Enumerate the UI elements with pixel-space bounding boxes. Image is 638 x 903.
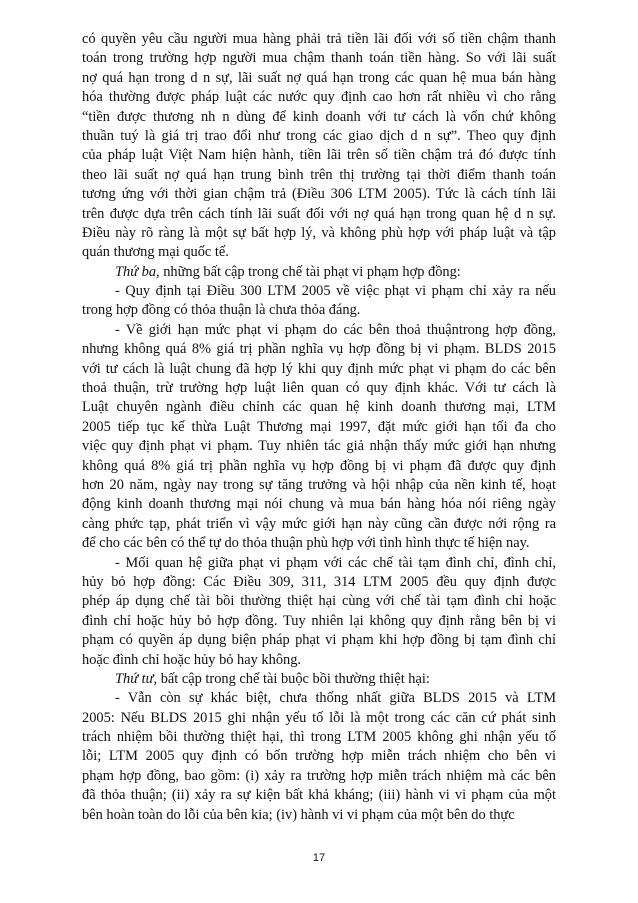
section-heading-fourth	[82, 670, 556, 689]
heading-text: bất cập trong chế tài buộc bồi thường thiệt hại:	[157, 670, 430, 687]
section-heading-third	[82, 263, 556, 282]
text-line: Điều này rõ ràng là một sự bất hợp lý, và không phù hợp với pháp luật và tập	[82, 224, 556, 241]
text-line: nợ quá hạn trong d n sự, lãi suất nợ quá hạn trong các quan hệ mua bán hàng	[82, 69, 556, 86]
text-line: hoặc đình chỉ hoặc hủy bỏ hay không.	[82, 651, 302, 668]
text-line: hóa thường được pháp luật các nước quy định cao hơn rất nhiều vì cho rằng	[82, 89, 556, 106]
text-line: của pháp luật Việt Nam hiện hành, tiền lãi trên số tiền chậm trả đó được tính	[82, 147, 556, 164]
text-line: với tư cách là luật chung đã hợp lý khi quy định mức phạt vi phạm do các bên	[82, 360, 556, 377]
text-line: thuần tuý là giá trị trao đổi như trong các giao dịch d n sự”. Theo quy định	[82, 127, 556, 144]
text-line: theo lãi suất nợ quá hạn trung bình trên thị trường tại thời điểm thanh toán	[82, 166, 556, 183]
body-text	[82, 30, 556, 825]
text-line: để cho các bên có thể tự do thỏa thuận phù hợp với tình hình thực tế hiện nay.	[82, 535, 530, 552]
text-line: thoả thuận, trừ trường hợp luật liên quan có quy định khác. Với tư cách là	[82, 380, 556, 397]
text-line: phạm có quyền áp dụng biện pháp phạt vi phạm khi hợp đồng bị tạm đình chỉ	[82, 632, 556, 649]
text-line: đã thỏa thuận; (ii) xảy ra sự kiện bất khả kháng; (iii) hành vi vi phạm của một	[82, 787, 556, 804]
text-line: trách nhiệm bồi thường thiệt hại, thì trong LTM 2005 không ghi nhận yếu tố	[82, 729, 556, 746]
text-line: việc quy định phạt vi phạm. Tuy nhiên tác giả nhận thấy mức giới hạn nhưng	[82, 438, 556, 455]
text-line: phạm hợp đồng, bao gồm: (i) xảy ra trường hợp miễn trách nhiệm mà các bên	[82, 767, 556, 784]
text-line: càng phức tạp, phát triển vì vậy mức giới hạn này cũng cần được nới rộng ra	[82, 515, 556, 532]
text-line: trong hợp đồng có thỏa thuận là chưa thỏa đáng.	[82, 302, 361, 319]
text-line: quán thương mại quốc tế.	[82, 244, 229, 261]
text-line: có quyền yêu cầu người mua hàng phải trả tiền lãi đối với số tiền chậm thanh	[82, 31, 556, 47]
text-line: Luật chuyên ngành điều chỉnh các quan hệ kinh doanh thương mại, LTM	[82, 399, 556, 416]
text-line: nhưng không quá 8% giá trị phần nghĩa vụ hợp đồng bị vi phạm. BLDS 2015	[82, 341, 556, 358]
text-line: 2005: Nếu BLDS 2015 ghi nhận yếu tố lỗi là một trong các căn cứ phát sinh	[82, 709, 556, 726]
text-line: lỗi; LTM 2005 quy định có bốn trường hợp miễn trách nhiệm cho bên vi	[82, 748, 556, 765]
text-line: - Về giới hạn mức phạt vi phạm do các bên thoả thuậntrong hợp đồng,	[115, 321, 556, 338]
heading-label: Thứ ba,	[115, 263, 160, 280]
page-number: 17	[312, 852, 326, 864]
text-line: phép áp dụng chế tài bồi thường thiệt hại cùng với chế tài tạm đình chỉ hoặc	[82, 593, 556, 610]
text-line: - Quy định tại Điều 300 LTM 2005 về việc phạt vi phạm chỉ xảy ra nếu	[115, 283, 556, 300]
text-line: không quá 8% giá trị phần nghĩa vụ hợp đồng bị vi phạm đã được quy định	[82, 457, 556, 474]
text-line: - Mối quan hệ giữa phạt vi phạm với các chế tài tạm đình chỉ, đình chỉ,	[115, 554, 556, 571]
text-line: hủy bỏ hợp đồng: Các Điều 309, 311, 314 LTM 2005 đều quy định được	[82, 573, 556, 590]
text-line: tương ứng với thời gian chậm trả (Điều 306 LTM 2005). Tức là cách tính lãi	[82, 186, 556, 203]
text-line: toán trong trường hợp người mua chậm thanh toán tiền hàng. So với lãi suất	[82, 50, 556, 67]
text-line: đình chỉ hoặc hủy bỏ hợp đồng. Tuy nhiên lại không quy định rằng bên bị vi	[82, 612, 556, 629]
text-line: - Vẫn còn sự khác biệt, chưa thống nhất giữa BLDS 2015 và LTM	[115, 690, 556, 707]
text-line: bên hoàn toàn do lỗi của bên kia; (iv) hành vi vi phạm của một bên do thực	[82, 806, 515, 823]
heading-label: Thứ tư,	[115, 670, 158, 687]
text-line: động kinh doanh thương mại nói chung và mua bán hàng hóa nói riêng ngày	[82, 496, 556, 513]
text-line: “tiền được thương nh n dùng để kinh doanh với tư cách là vốn chứ không	[82, 108, 556, 125]
text-line: 2005 tiếp tục kế thừa Luật Thương mại 1997, đặt mức giới hạn tối đa cho	[82, 418, 556, 435]
text-line: trên được dựa trên cách tính lãi suất đối với nợ quá hạn trong quan hệ d n sự.	[82, 205, 556, 222]
text-line: hơn 20 năm, ngày nay trong sự tăng trưởng và hội nhập của nền kinh tế, hoạt	[82, 476, 556, 493]
heading-text: những bất cập trong chế tài phạt vi phạm hợp đồng:	[159, 263, 461, 280]
